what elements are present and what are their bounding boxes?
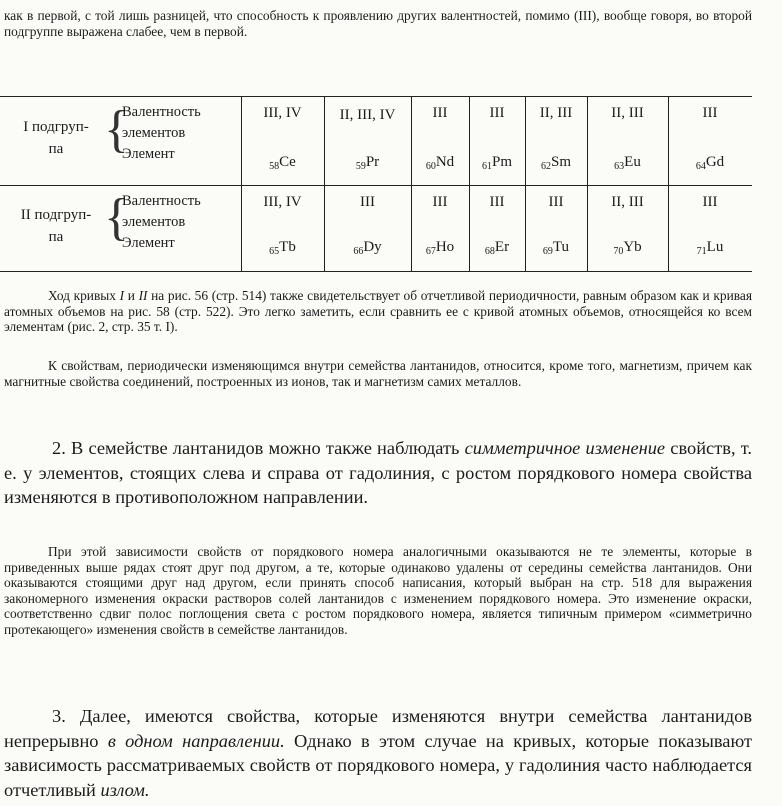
- valence-cell: III: [432, 194, 448, 210]
- element-cell: [411, 238, 469, 261]
- valence-cell: III: [702, 105, 718, 121]
- valence-value: II, III, IV: [339, 107, 396, 123]
- magnetism-paragraph: К свойствам, периодически изменяющимся внутри семейства лантанидов, относится, кроме того, магнетизм, причем как магнитные свойства соединений, построенных из ионов, так и магнетизм самих металлов.: [4, 358, 752, 389]
- atomic-number: 58: [269, 161, 280, 172]
- atomic-number: 60: [425, 161, 436, 172]
- text-run: Однако в этом случае на кривых, которые показывают зависимость рассматриваемых свойств от порядкового номера, у гадолиния часто наблюдается отчетливый: [4, 730, 753, 800]
- element-cell: [469, 153, 525, 176]
- atomic-number: 62: [540, 161, 551, 172]
- element-symbol: Nd: [435, 154, 455, 170]
- element-symbol: Ce: [279, 154, 296, 170]
- group-2-brace: {: [104, 189, 129, 246]
- valence-label: Валентность: [122, 104, 201, 120]
- element-symbol: Er: [494, 239, 510, 255]
- element-symbol: Ho: [435, 239, 455, 255]
- element-cell: [241, 238, 324, 261]
- valence-cell: III: [432, 105, 448, 121]
- valence-cell: II, III: [539, 105, 573, 121]
- text-run: 3. Далее, имеются свойства, которые изменяются внутри семейства лантанидов непрерывно: [4, 706, 752, 751]
- group-1-row-labels: [122, 102, 240, 165]
- text-run: 2. В семействе лантанидов можно также наблюдать: [52, 438, 465, 458]
- element-symbol: Sm: [550, 154, 571, 170]
- atomic-number: 61: [481, 161, 492, 172]
- valence-cell: III: [489, 105, 505, 121]
- group-2-row-labels: [122, 191, 240, 254]
- element-cell: [525, 153, 587, 176]
- element-cell: [668, 153, 752, 176]
- valence-cell: [324, 104, 411, 126]
- atomic-number: 69: [542, 246, 553, 257]
- elements-label: элементов: [122, 214, 186, 230]
- emphasis-text: симметричное изменение: [464, 438, 666, 458]
- group-2-name-line-1: II подгруп-: [20, 207, 92, 223]
- group-1-name: [6, 116, 106, 160]
- curve-i-label: I: [119, 288, 125, 303]
- valence-cell: III: [489, 194, 505, 210]
- group-1-brace: {: [104, 101, 129, 158]
- element-cell: [668, 238, 752, 261]
- group-2-name: [4, 204, 108, 248]
- valence-cell: III, IV: [263, 194, 302, 210]
- atomic-number: 71: [696, 246, 707, 257]
- emphasis-text: излом.: [100, 779, 150, 800]
- curve-ii-label: II: [138, 288, 148, 303]
- table-middle-rule: [0, 185, 752, 186]
- element-cell: [525, 238, 587, 261]
- element-symbol: Lu: [706, 239, 724, 255]
- atomic-number: 65: [269, 246, 280, 257]
- atomic-number: 64: [695, 161, 706, 172]
- atomic-number: 63: [614, 161, 625, 172]
- atomic-number: 68: [484, 246, 495, 257]
- intro-paragraph: как в первой, с той лишь разницей, что способность к проявлению других валентностей, помимо (III), вообще говоря, во второй подгруппе выражена слабее, чем в первой.: [4, 8, 752, 39]
- element-cell: [241, 153, 324, 176]
- element-label: Элемент: [122, 146, 175, 162]
- table-bottom-rule: [0, 271, 752, 272]
- point-2-paragraph: [4, 436, 752, 510]
- element-symbol: Tu: [552, 239, 570, 255]
- emphasis-text: в одном направлении.: [107, 730, 285, 751]
- symmetry-paragraph: При этой зависимости свойств от порядкового номера аналогичными оказываются не те элементы, которые в приведенных выше рядах стоят друг под другом, а те, которые одинаково удалены от середины семейства лантанидов. Они оказываются стоящими друг над другом, если принять способ написания, который выбран на стр. 518 для выражения закономерного изменения окраски растворов солей лантанидов с изменением порядкового номера. Это изменение окраски, соответственно сдвиг полос поглощения света с ростом порядкового номера, является типичным примером «симметрично протекающего» изменения свойств в семействе лантанидов.: [4, 544, 752, 637]
- element-cell: [411, 153, 469, 176]
- group-1-name-line-1: I подгруп-: [23, 119, 89, 135]
- lanthanide-valence-table: [0, 96, 752, 272]
- element-symbol: Dy: [363, 239, 382, 255]
- element-symbol: Pr: [365, 154, 380, 170]
- element-cell: [469, 238, 525, 261]
- table-top-rule: [0, 96, 752, 97]
- valence-cell: III, IV: [263, 105, 302, 121]
- point-3-paragraph: [4, 704, 752, 802]
- curves-paragraph: [4, 288, 752, 335]
- element-cell: [324, 153, 411, 176]
- element-cell: [324, 238, 411, 261]
- atomic-number: 70: [613, 246, 624, 257]
- valence-cell: III: [548, 194, 564, 210]
- group-1-name-line-2: па: [48, 141, 64, 157]
- group-2-name-line-2: па: [48, 229, 64, 245]
- text-run: свойств, т. е. у элементов, стоящих слева и справа от гадолиния, с ростом порядкового номера свойства изменяются в противоположном направлении.: [4, 438, 752, 507]
- element-cell: [587, 153, 668, 176]
- text-run: и: [124, 288, 139, 303]
- element-symbol: Gd: [705, 154, 725, 170]
- atomic-number: 67: [425, 246, 436, 257]
- element-label: Элемент: [122, 235, 175, 251]
- valence-cell: II, III: [611, 105, 644, 121]
- element-cell: [587, 238, 668, 261]
- elements-label: элементов: [122, 125, 186, 141]
- element-symbol: Yb: [623, 239, 642, 255]
- element-symbol: Eu: [624, 154, 641, 170]
- text-run: на рис. 56 (стр. 514) также свидетельствует об отчетливой периодичности, равным образом как и кривая атомных объемов на рис. 58 (стр. 522). Это легко заметить, если сравнить ее с кривой атомных объемов, относящейся ко всем элементам (рис. 2, стр. 35 т. I).: [4, 288, 752, 335]
- valence-cell: II, III: [611, 194, 644, 210]
- valence-cell: III: [360, 194, 375, 210]
- atomic-number: 59: [355, 161, 366, 172]
- element-symbol: Tb: [279, 239, 296, 255]
- text-run: Ход кривых: [48, 288, 120, 303]
- valence-cell: III: [702, 194, 718, 210]
- valence-label: Валентность: [122, 193, 201, 209]
- atomic-number: 66: [353, 246, 364, 257]
- element-symbol: Pm: [491, 154, 512, 170]
